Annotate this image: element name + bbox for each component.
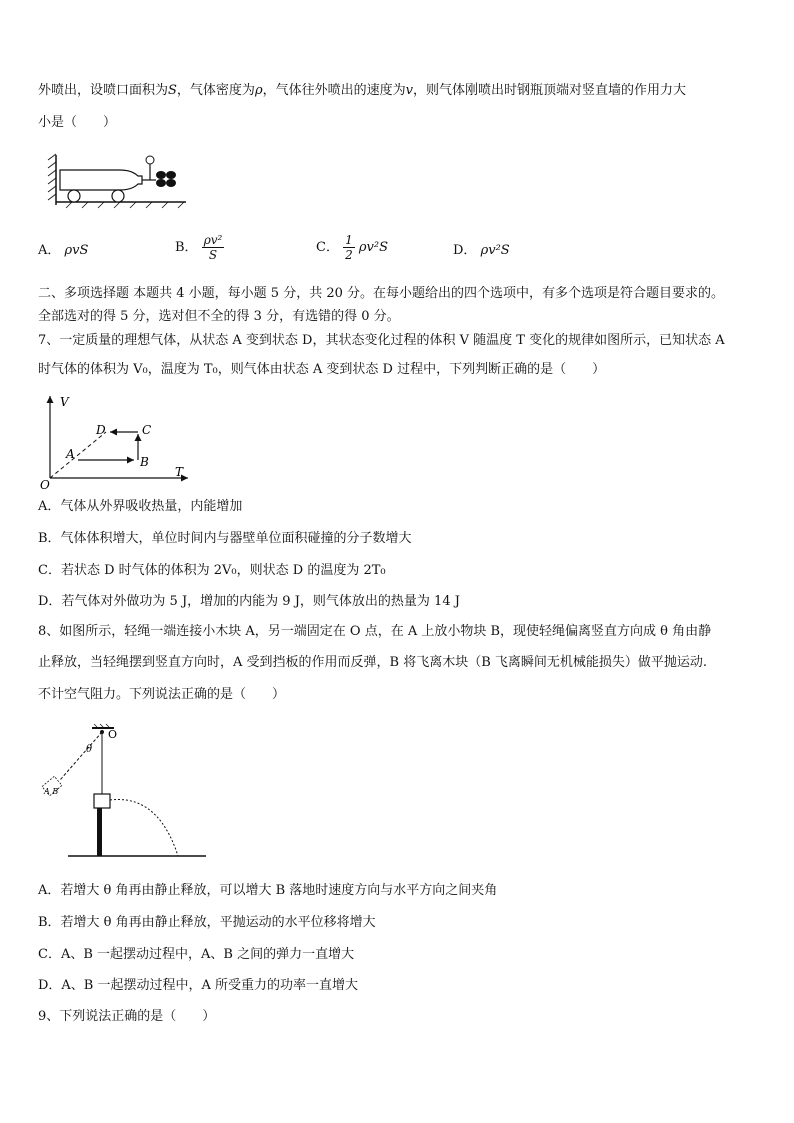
q8-line1: 8、如图所示，轻绳一端连接小木块 A，另一端固定在 O 点，在 A 上放小物块 B，现使轻绳偏离竖直方向成 θ 角由静 [38,624,712,639]
q7-line1: 7、一定质量的理想气体，从状态 A 变到状态 D，其状态变化过程的体积 V 随温度 T 变化的规律如图所示，已知状态 A [38,333,725,348]
q7-option-d[interactable]: D．若气体对外做功为 5 J，增加的内能为 9 J，则气体放出的热量为 14 J [38,594,460,609]
option-b-fraction [202,233,225,262]
q8-option-b[interactable]: B．若增大 θ 角再由静止释放，平抛运动的水平位移将增大 [38,915,376,930]
option-c-fraction [343,233,355,262]
option-c-label: C． [316,240,339,255]
q8-line3: 不计空气阻力。下列说法正确的是（ ） [38,687,286,702]
q7-option-a[interactable]: A．气体从外界吸收热量，内能增加 [38,499,243,514]
section2-line2: 全部选对的得 5 分，选对但不全的得 3 分，有选错的得 0 分。 [38,309,400,324]
option-b-label: B． [175,240,198,255]
q9-line1: 9、下列说法正确的是（ ） [38,1009,216,1024]
label-b: B [140,455,149,469]
var-s: S [168,83,177,98]
option-d-label: D． [453,243,477,258]
option-c-denominator: 2 [345,248,353,262]
q6-text-a: 外喷出，设喷口面积为 [38,83,169,98]
q6-option-c[interactable] [316,233,388,262]
vt-graph [38,392,198,492]
q7-option-b[interactable]: B．气体体积增大，单位时间内与器壁单位面积碰撞的分子数增大 [38,531,412,546]
label-v: V [60,395,69,409]
section2-line1: 二、多项选择题 本题共 4 小题，每小题 5 分，共 20 分。在每小题给出的四个选项中，有多个选项是符合题目要求的。 [38,286,725,301]
label-o: O [108,728,118,741]
var-rho: ρ [254,83,263,98]
q7-line2: 时气体的体积为 V₀，温度为 T₀，则气体由状态 A 变到状态 D 过程中，下列判断正确的是（ ） [38,362,606,377]
option-b-denominator: S [208,248,218,262]
q6-line2: 小是（ ） [38,115,117,130]
label-theta: θ [86,744,93,755]
q6-text-b: ，气体密度为 [176,83,255,98]
q8-option-c[interactable]: C．A、B 一起摆动过程中，A、B 之间的弹力一直增大 [38,947,355,962]
q8-option-d[interactable]: D．A、B 一起摆动过程中，A 所受重力的功率一直增大 [38,978,359,993]
option-d-expr: ρv²S [480,243,510,258]
var-v: v [405,83,413,98]
option-a-expr: ρvS [64,243,89,258]
option-c-expr: ρv²S [358,240,388,255]
q6-line1 [38,82,686,100]
label-t: T [175,465,184,479]
gas-cylinder-figure [46,150,196,210]
q6-option-d[interactable] [453,241,510,261]
dashed-line-od [50,432,106,478]
q6-option-b[interactable] [175,233,224,262]
label-d: D [96,423,106,437]
q6-option-a[interactable] [38,241,88,261]
option-a-label: A． [38,243,61,258]
label-c: C [142,423,152,437]
pendulum-figure [38,722,218,864]
q8-option-a[interactable]: A．若增大 θ 角再由静止释放，可以增大 B 落地时速度方向与水平方向之间夹角 [38,883,498,898]
label-ab: A B [44,787,59,796]
q7-option-c[interactable]: C．若状态 D 时气体的体积为 2V₀，则状态 D 的温度为 2T₀ [38,563,386,578]
q6-text-d: ，则气体刚喷出时钢瓶顶端对竖直墙的作用力大 [412,83,686,98]
option-c-numerator: 1 [345,233,353,247]
label-o: O [40,478,50,492]
q8-line2: 止释放，当轻绳摆到竖直方向时，A 受到挡板的作用而反弹，B 将飞离木块（B 飞离瞬间无机械能损失）做平抛运动. [38,655,708,670]
option-b-numerator: ρv² [203,233,223,247]
q6-text-c: ，气体往外喷出的速度为 [262,83,406,98]
label-a: A [66,447,75,461]
